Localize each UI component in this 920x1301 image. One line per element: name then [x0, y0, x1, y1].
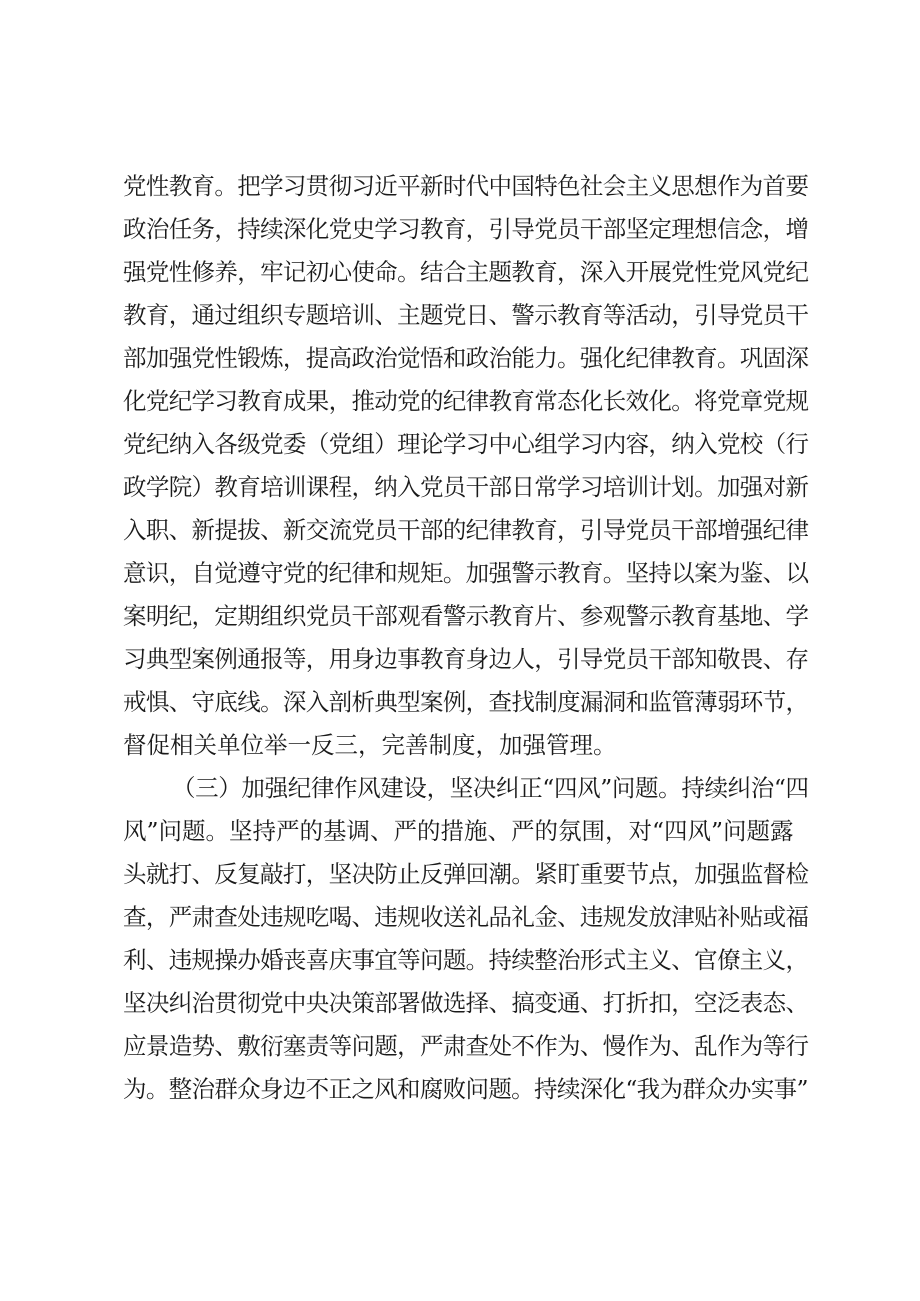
paragraph-line: 查，严肃查处违规吃喝、违规收送礼品礼金、违规发放津贴补贴或福 [123, 903, 809, 931]
section-heading-line: （三）加强纪律作风建设，坚决纠正“四风”问题。持续纠治“四 [172, 774, 809, 802]
paragraph-line: 意识，自觉遵守党的纪律和规矩。加强警示教育。坚持以案为鉴、以 [123, 559, 809, 587]
paragraph-line: 案明纪，定期组织党员干部观看警示教育片、参观警示教育基地、学 [123, 602, 809, 630]
paragraph-line: 习典型案例通报等，用身边事教育身边人，引导党员干部知敬畏、存 [123, 645, 809, 673]
paragraph-line: 党纪纳入各级党委（党组）理论学习中心组学习内容，纳入党校（行 [123, 430, 809, 458]
paragraph-line: 戒惧、守底线。深入剖析典型案例，查找制度漏洞和监管薄弱环节， [123, 688, 809, 716]
paragraph-line: 部加强党性锻炼，提高政治觉悟和政治能力。强化纪律教育。巩固深 [123, 344, 809, 372]
paragraph-line: 党性教育。把学习贯彻习近平新时代中国特色社会主义思想作为首要 [123, 172, 809, 200]
paragraph-line: 督促相关单位举一反三，完善制度，加强管理。 [123, 731, 617, 759]
paragraph-line: 风”问题。坚持严的基调、严的措施、严的氛围，对“四风”问题露 [123, 817, 794, 845]
paragraph-line: 为。整治群众身边不正之风和腐败问题。持续深化“我为群众办实事” [123, 1075, 808, 1103]
paragraph-line: 化党纪学习教育成果，推动党的纪律教育常态化长效化。将党章党规 [123, 387, 809, 415]
paragraph-line: 利、违规操办婚丧喜庆事宜等问题。持续整治形式主义、官僚主义， [123, 946, 809, 974]
paragraph-line: 头就打、反复敲打，坚决防止反弹回潮。紧盯重要节点，加强监督检 [123, 860, 809, 888]
paragraph-line: 教育，通过组织专题培训、主题党日、警示教育等活动，引导党员干 [123, 301, 809, 329]
paragraph-line: 强党性修养，牢记初心使命。结合主题教育，深入开展党性党风党纪 [123, 258, 809, 286]
paragraph-line: 坚决纠治贯彻党中央决策部署做选择、搞变通、打折扣，空泛表态、 [123, 989, 809, 1017]
paragraph-line: 政治任务，持续深化党史学习教育，引导党员干部坚定理想信念，增 [123, 215, 809, 243]
paragraph-line: 应景造势、敷衍塞责等问题，严肃查处不作为、慢作为、乱作为等行 [123, 1032, 809, 1060]
paragraph-line: 入职、新提拔、新交流党员干部的纪律教育，引导党员干部增强纪律 [123, 516, 809, 544]
paragraph-line: 政学院）教育培训课程，纳入党员干部日常学习培训计划。加强对新 [123, 473, 809, 501]
